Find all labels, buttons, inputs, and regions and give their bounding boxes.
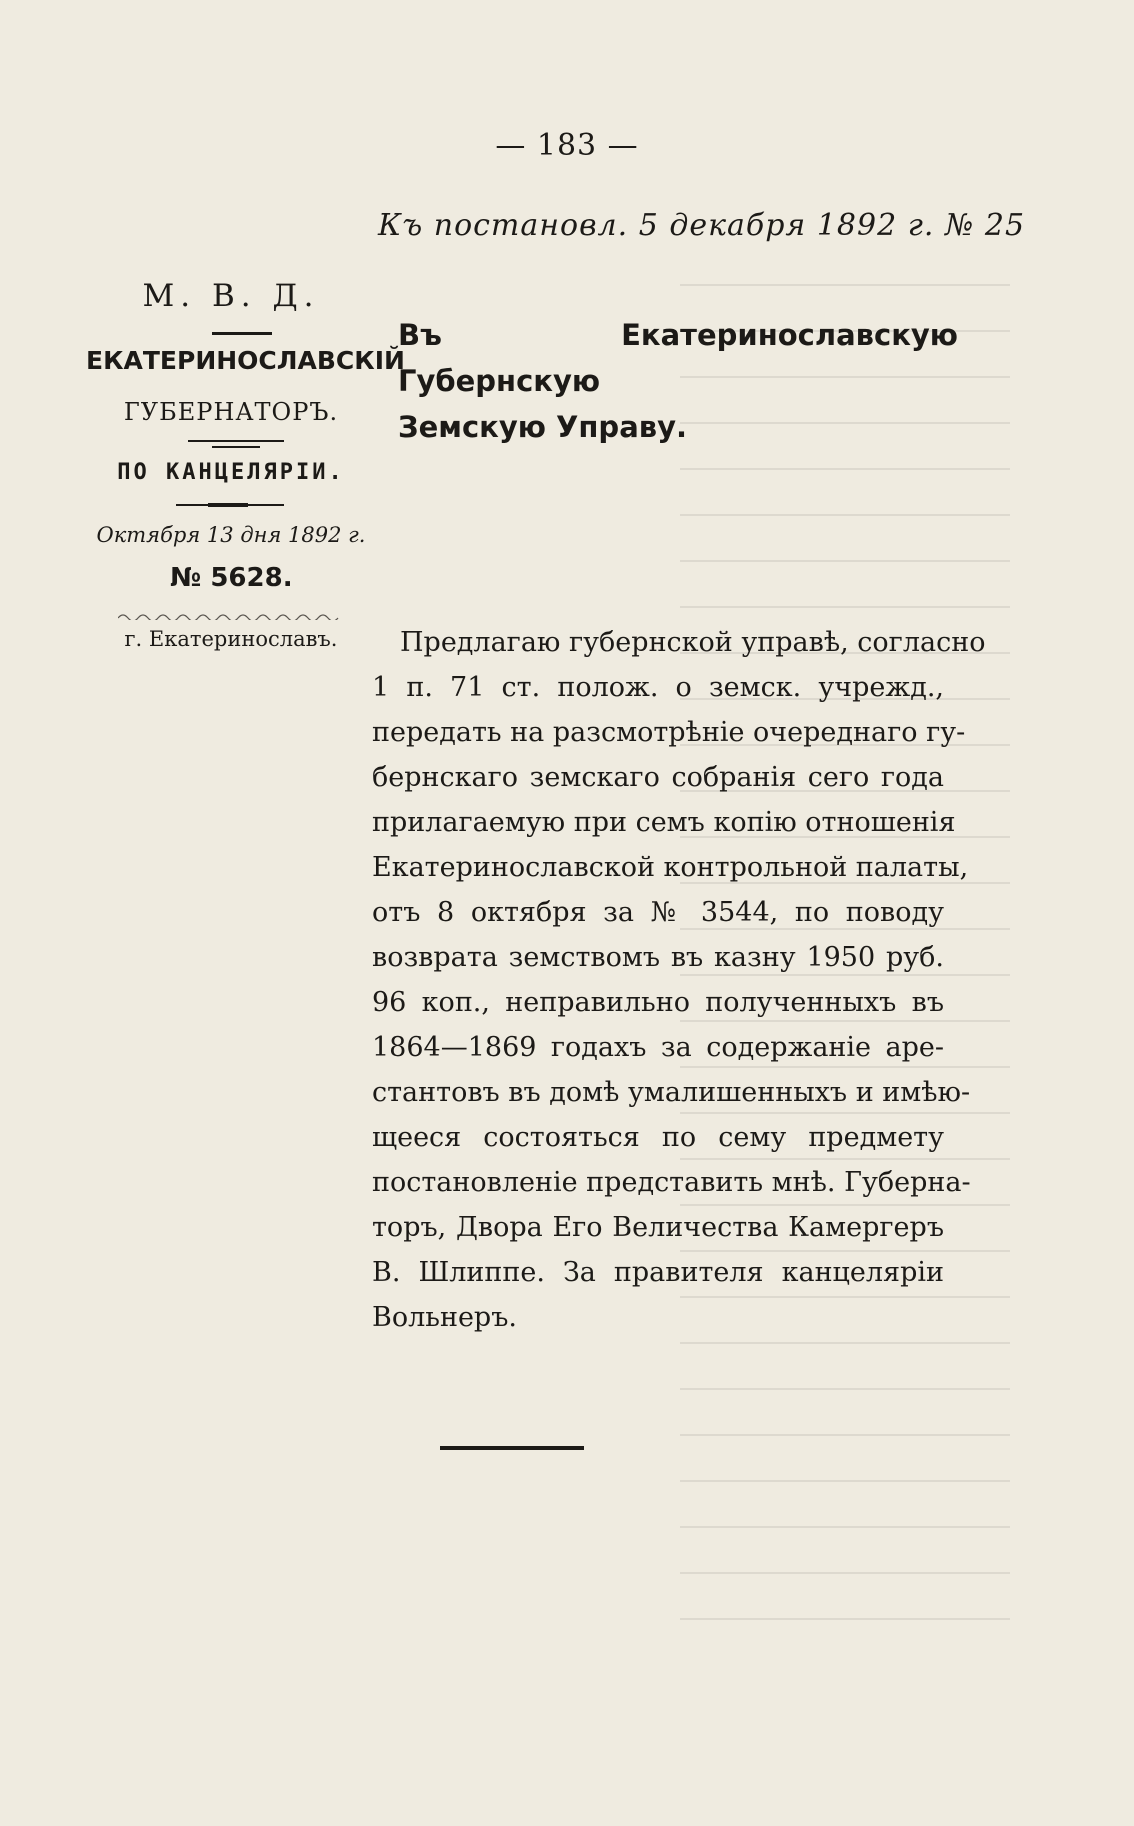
- addressee: [398, 312, 958, 450]
- letter-body: [372, 620, 986, 1340]
- addressee-line: Земскую Управу.: [398, 410, 688, 444]
- decree-reference: Къ постановл. 5 декабря 1892 г. № 25: [378, 208, 1026, 243]
- body-line: торъ, Двора Его Величества Камергеръ: [372, 1212, 944, 1243]
- body-line: Вольнеръ.: [372, 1302, 517, 1333]
- body-line: щееся состояться по сему предмету: [372, 1122, 944, 1153]
- body-line: прилагаемую при семъ копію отношенія: [372, 807, 956, 838]
- divider: [208, 503, 248, 507]
- body-line: стантовъ въ домѣ умалишенныхъ и имѣю-: [372, 1077, 971, 1108]
- body-line: 96 коп., неправильно полученныхъ въ: [372, 987, 944, 1018]
- body-line: В. Шлиппе. За правителя канцеляріи: [372, 1257, 944, 1288]
- closing-rule: [440, 1446, 584, 1450]
- body-line: отъ 8 октября за № 3544, по поводу: [372, 897, 944, 928]
- body-line: 1864—1869 годахъ за содержаніе аре-: [372, 1032, 944, 1063]
- body-line: возврата земствомъ въ казну 1950 руб.: [372, 942, 944, 973]
- letter-date: Октября 13 дня 1892 г.: [96, 523, 366, 547]
- body-line: Предлагаю губернской управѣ, согласно: [400, 627, 986, 658]
- body-line: 1 п. 71 ст. полож. о земск. учрежд.,: [372, 672, 944, 703]
- governor-label: ГУБЕРНАТОРЪ.: [123, 398, 339, 426]
- page-number: — 183 —: [495, 128, 639, 163]
- body-line: передать на разсмотрѣніе очереднаго гу-: [372, 717, 966, 748]
- body-line: бернскаго земскаго собранія сего года: [372, 762, 944, 793]
- department-label: ПО КАНЦЕЛЯРІИ.: [117, 460, 345, 485]
- letter-number: № 5628.: [170, 563, 293, 593]
- addressee-line: Въ Екатеринославскую Губернскую: [398, 318, 958, 398]
- divider: [188, 440, 284, 442]
- body-line: Екатеринославской контрольной палаты,: [372, 852, 969, 883]
- divider: [212, 332, 272, 335]
- city-label: г. Екатеринославъ.: [124, 627, 338, 651]
- divider: [212, 446, 260, 448]
- office-title: ЕКАТЕРИНОСЛАВСКІЙ: [86, 346, 405, 375]
- wavy-divider: [118, 612, 340, 620]
- body-line: постановленіе представить мнѣ. Губерна-: [372, 1167, 971, 1198]
- ministry-label: М. В. Д.: [142, 278, 320, 314]
